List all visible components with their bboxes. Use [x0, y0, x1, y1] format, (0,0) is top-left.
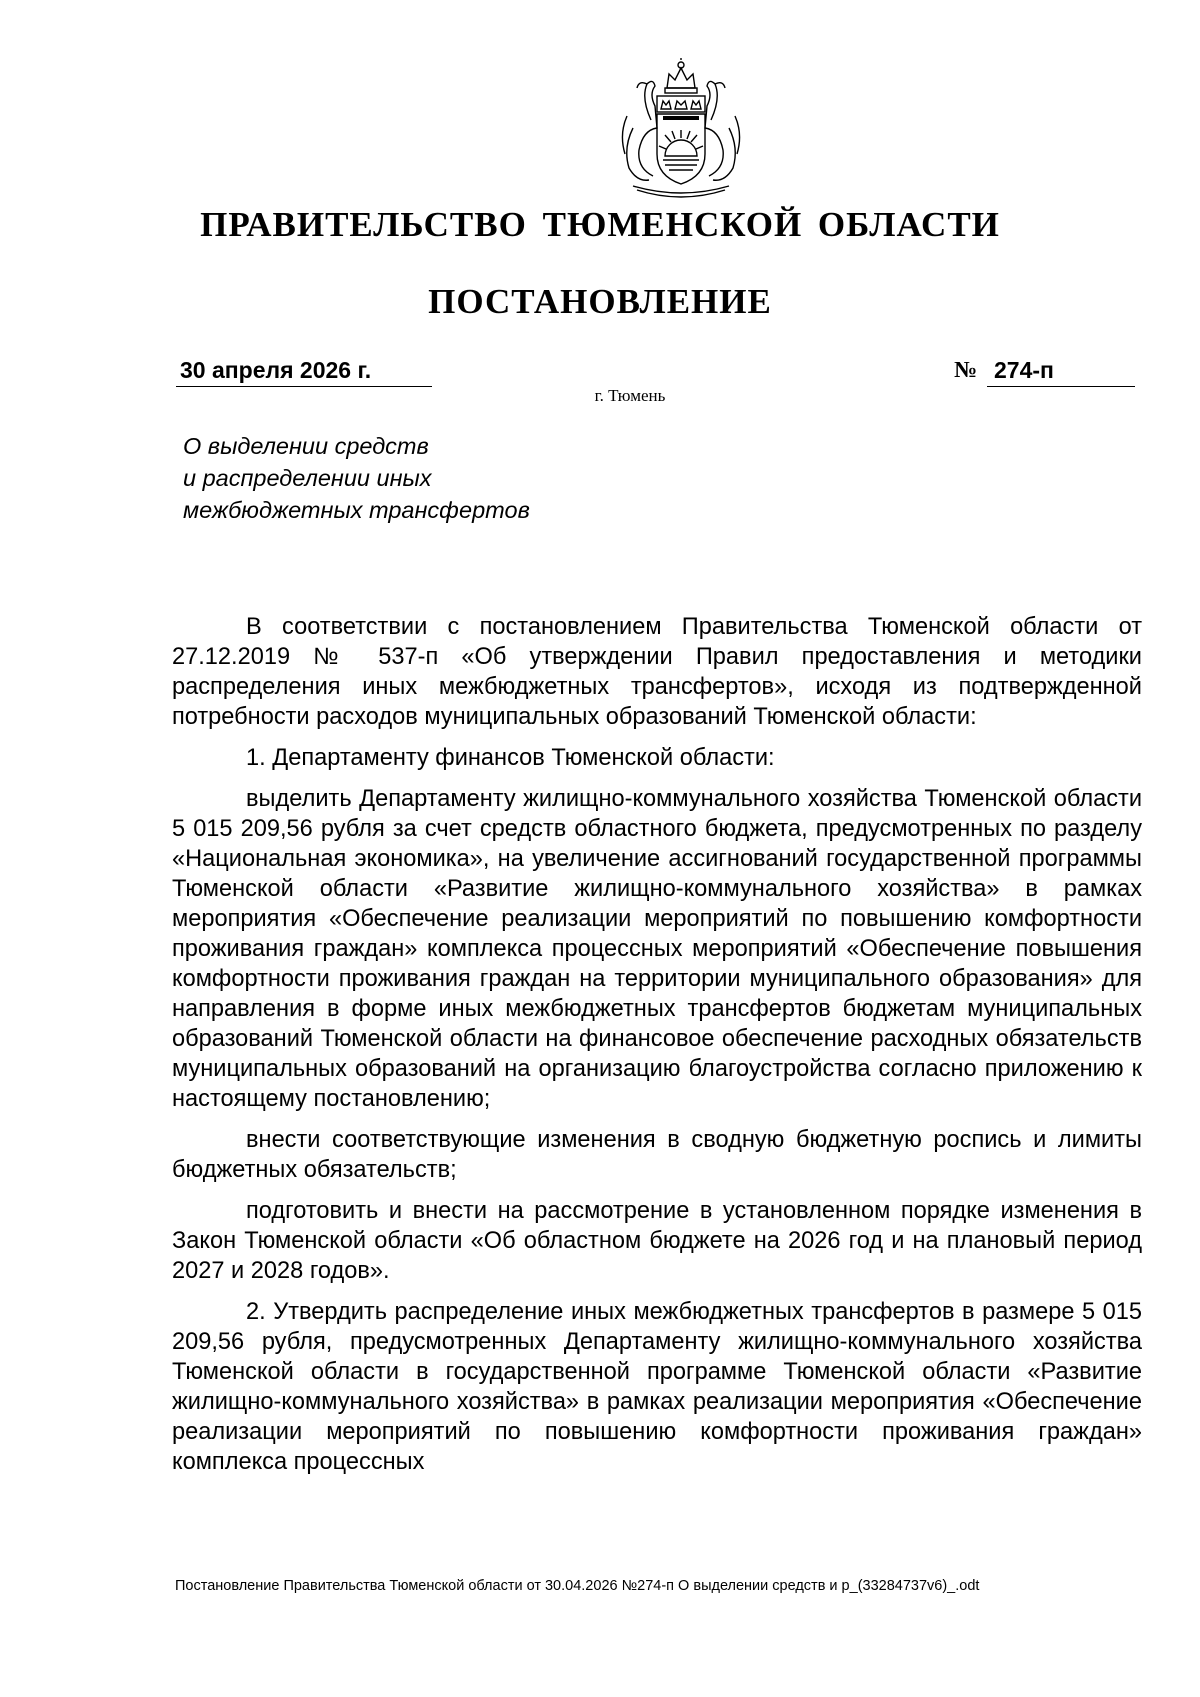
subject-line: межбюджетных трансфертов	[183, 497, 530, 523]
number-sign: №	[954, 357, 978, 382]
page-footer: Постановление Правительства Тюменской области от 30.04.2026 №274-п О выделении средств и р_(33284737v6)_.odt	[175, 1578, 980, 1594]
coat-of-arms-emblem	[603, 58, 759, 200]
subject-line: и распределении иных	[183, 465, 432, 491]
document-number-field	[987, 356, 1135, 387]
document-body	[172, 612, 1142, 1488]
body-paragraph-preamble: В соответствии с постановлением Правительства Тюменской области от 27.12.2019 № 537-п «Об утверждении Правил предоставления и методики распределения иных межбюджетных трансфертов», исходя из подтвержденной потребности расходов муниципальных образований Тюменской области:	[172, 614, 1142, 730]
document-date-field	[176, 356, 432, 387]
document-subject	[183, 430, 683, 526]
city-label: г. Тюмень	[594, 386, 666, 405]
document-type-title: ПОСТАНОВЛЕНИЕ	[428, 282, 772, 321]
body-paragraph-budget-changes: внести соответствующие изменения в сводную бюджетную роспись и лимиты бюджетных обязательств;	[172, 1127, 1142, 1183]
organization-title: ПРАВИТЕЛЬСТВО ТЮМЕНСКОЙ ОБЛАСТИ	[200, 205, 1000, 244]
body-paragraph-allocate: выделить Департаменту жилищно-коммунального хозяйства Тюменской области 5 015 209,56 рубля за счет средств областного бюджета, предусмотренных по разделу «Национальная экономика», на увеличение ассигнований государственной программы Тюменской области «Развитие жилищно-коммунального хозяйства» в рамках мероприятия «Обеспечение реализации мероприятий по повышению комфортности проживания граждан» комплекса процессных мероприятий «Обеспечение повышения комфортности проживания граждан на территории муниципального образования» для направления в форме иных межбюджетных трансфертов бюджетам муниципальных образований Тюменской области на финансовое обеспечение расходных обязательств муниципальных образований на организацию благоустройства согласно приложению к настоящему постановлению;	[172, 786, 1142, 1112]
subject-line: О выделении средств	[183, 433, 429, 459]
document-number: 274-п	[994, 357, 1054, 383]
body-paragraph-law-changes: подготовить и внести на рассмотрение в установленном порядке изменения в Закон Тюменской области «Об областном бюджете на 2026 год и на плановый период 2027 и 2028 годов».	[172, 1198, 1142, 1284]
body-paragraph-item-2: 2. Утвердить распределение иных межбюджетных трансфертов в размере 5 015 209,56 рубля, предусмотренных Департаменту жилищно-коммунального хозяйства Тюменской области в государственной программе Тюменской области «Развитие жилищно-коммунального хозяйства» в рамках реализации мероприятия «Обеспечение реализации мероприятий по повышению комфортности проживания граждан» комплекса процессных	[172, 1299, 1142, 1475]
document-date: 30 апреля 2026 г.	[180, 357, 372, 383]
body-paragraph-item-1: 1. Департаменту финансов Тюменской области:	[246, 745, 775, 771]
